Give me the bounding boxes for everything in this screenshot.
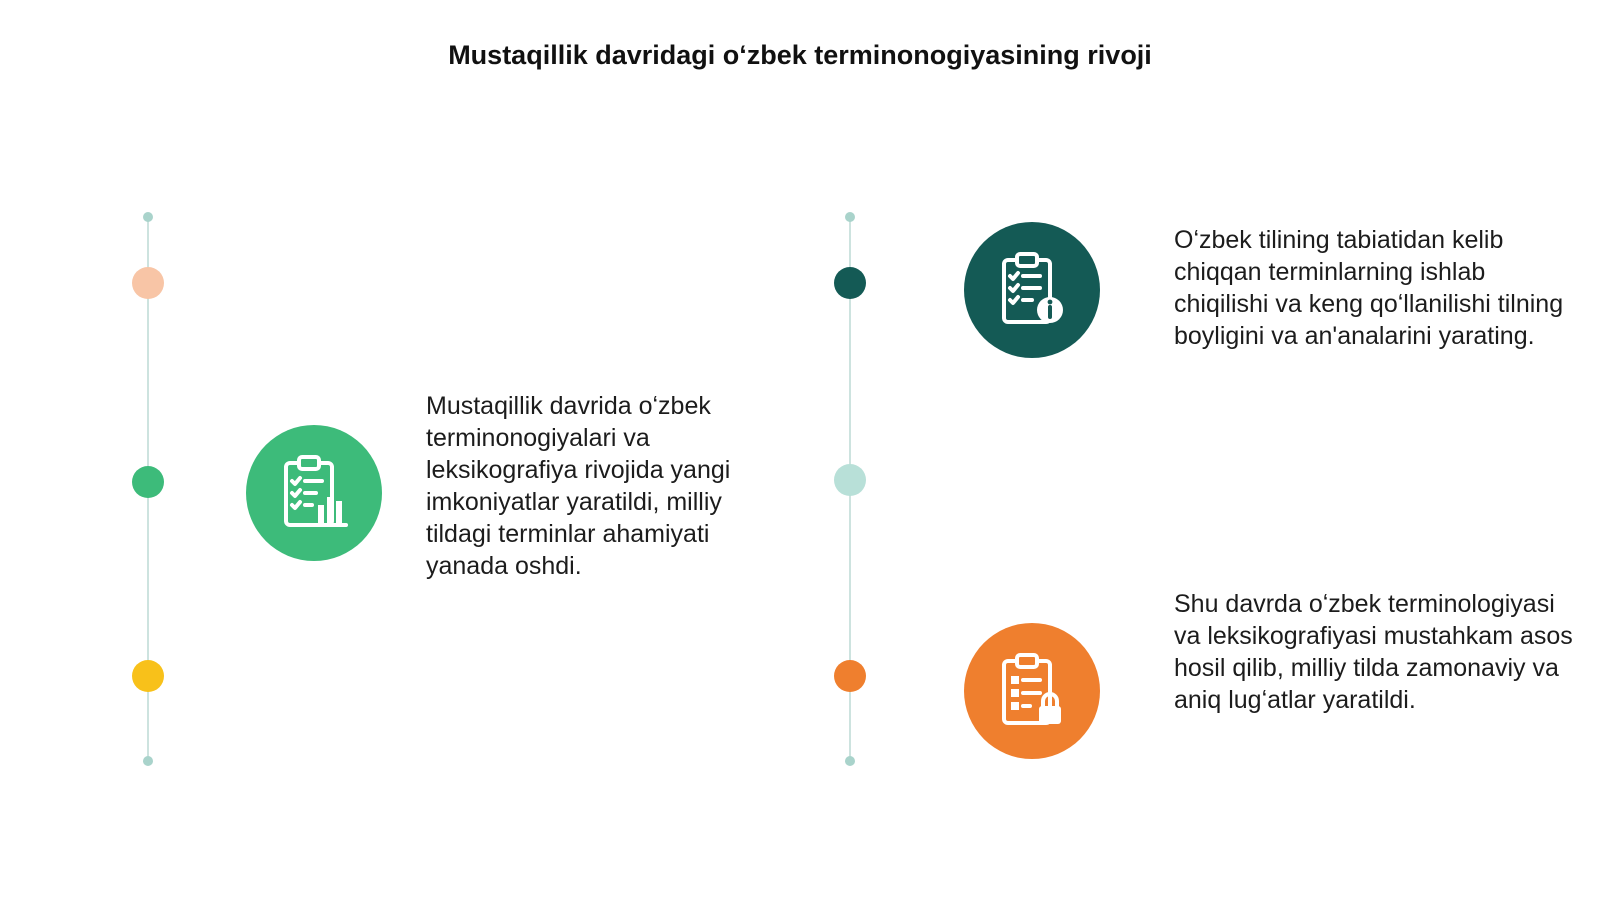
timeline-dot-yellow bbox=[132, 660, 164, 692]
icon-circle-green bbox=[246, 425, 382, 561]
item-text-2: Oʻzbek tilining tabiatidan kelib chiqqan terminlarning ishlab chiqilishi va keng qoʻllanilishi tilning boyligini va an'analarini yarating. bbox=[1174, 226, 1564, 350]
page-title: Mustaqillik davridagi oʻzbek terminonogiyasining rivoji bbox=[448, 40, 1152, 70]
clipboard-info-icon bbox=[992, 250, 1072, 330]
timeline-start-cap bbox=[845, 212, 855, 222]
timeline-dot-orange bbox=[834, 660, 866, 692]
item-text-3: Shu davrda oʻzbek terminologiyasi va leksikografiyasi mustahkam asos hosil qilib, milliy tilda zamonaviy va aniq lugʻatlar yaratildi. bbox=[1174, 590, 1573, 714]
timeline-dot-mint bbox=[834, 464, 866, 496]
timeline-start-cap bbox=[143, 212, 153, 222]
timeline-right bbox=[830, 212, 870, 766]
item-text-1: Mustaqillik davrida oʻzbek terminonogiyalari va leksikografiya rivojida yangi imkoniyatlar yaratildi, milliy tildagi terminlar ahamiyati yanada oshdi. bbox=[426, 392, 731, 580]
timeline-end-cap bbox=[143, 756, 153, 766]
timeline-end-cap bbox=[845, 756, 855, 766]
timeline-left bbox=[128, 212, 168, 766]
timeline-dot-green bbox=[132, 466, 164, 498]
icon-circle-orange bbox=[964, 623, 1100, 759]
clipboard-lock-icon bbox=[992, 651, 1072, 731]
clipboard-chart-icon bbox=[274, 453, 354, 533]
icon-circle-dark-teal bbox=[964, 222, 1100, 358]
timeline-dot-dark-teal bbox=[834, 267, 866, 299]
timeline-dot-peach bbox=[132, 267, 164, 299]
